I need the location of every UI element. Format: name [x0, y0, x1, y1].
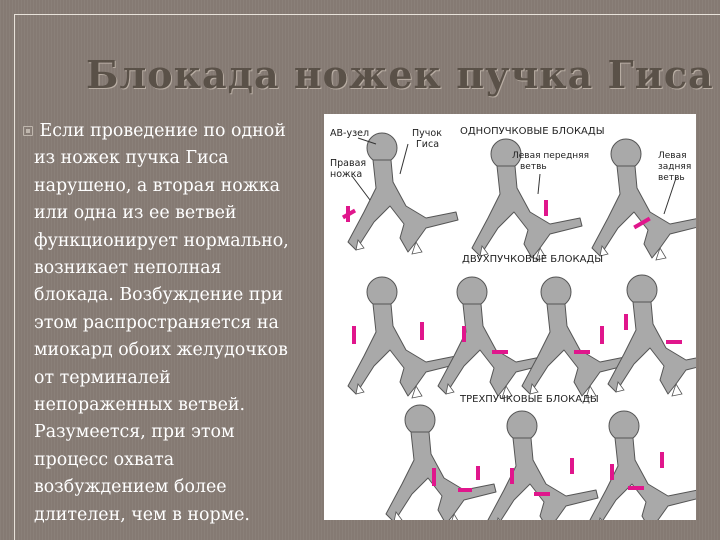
block-mark [476, 466, 480, 480]
body-text-line: или одна из ее ветвей [34, 203, 237, 224]
block-mark [492, 350, 508, 354]
bullet-icon [23, 126, 33, 136]
block-mark [660, 452, 664, 468]
body-text-line: от терминалей [34, 367, 171, 388]
body-text-line: функционирует нормально, [34, 230, 289, 251]
block-mark [534, 492, 550, 496]
block-mark [420, 322, 424, 340]
block-mark [570, 458, 574, 474]
label-left-posterior-line3: ветвь [658, 173, 685, 183]
heart-bi-4 [608, 275, 696, 396]
body-text-line: возникает неполная [34, 258, 222, 279]
slide-title: Блокада ножек пучка Гиса [86, 52, 714, 97]
section-title-bi: ДВУХПУЧКОВЫЕ БЛОКАДЫ [462, 254, 604, 265]
heart-tri-1 [386, 405, 496, 520]
section-title-tri: ТРЕХПУЧКОВЫЕ БЛОКАДЫ [460, 394, 599, 405]
label-left-posterior-line1: Левая [658, 151, 687, 161]
body-text [34, 118, 330, 529]
block-mark [352, 326, 356, 344]
block-mark [458, 488, 472, 492]
label-left-anterior-line2: ветвь [520, 162, 547, 172]
heart-tri-3 [590, 411, 696, 520]
heart-tri-2 [488, 411, 598, 520]
frame-line-top [14, 14, 720, 15]
section-title-mono: ОДНОПУЧКОВЫЕ БЛОКАДЫ [460, 126, 605, 137]
label-right-bundle-line2: ножка [330, 169, 363, 180]
label-left-posterior-line2: задняя [658, 162, 692, 172]
body-text-line: этом распространяется на [34, 312, 279, 333]
block-mark [600, 326, 604, 344]
heart-mono-1 [342, 133, 458, 254]
body-text-line: Разумеется, при этом [34, 422, 235, 443]
block-mark [544, 200, 548, 216]
label-right-bundle-line1: Правая [330, 158, 367, 169]
body-text-line: миокард обоих желудочков [34, 340, 288, 361]
block-mark [462, 326, 466, 342]
label-his-bundle-line2: Гиса [416, 139, 440, 150]
body-text-line: блокада. Возбуждение при [34, 285, 284, 306]
body-text-line: длителен, чем в норме. [34, 504, 250, 525]
body-text-line: Если проведение по одной [34, 121, 286, 141]
bundle-branch-block-figure [324, 114, 696, 520]
body-text-line: из ножек пучка Гиса [34, 148, 229, 169]
label-av-node: АВ-узел [330, 128, 370, 139]
body-text-line: непораженных ветвей. [34, 395, 245, 416]
block-mark [432, 468, 436, 486]
block-mark [574, 350, 590, 354]
block-mark [628, 486, 644, 490]
label-left-anterior-line1: Левая передняя [512, 151, 590, 161]
body-text-line: нарушено, а вторая ножка [34, 175, 280, 196]
label-his-bundle-line1: Пучок [412, 128, 442, 139]
block-mark [666, 340, 682, 344]
body-text-line: возбуждением более [34, 477, 227, 498]
block-mark [624, 314, 628, 330]
block-mark [510, 468, 514, 484]
block-mark [610, 464, 614, 480]
body-text-line: процесс охвата [34, 449, 175, 470]
